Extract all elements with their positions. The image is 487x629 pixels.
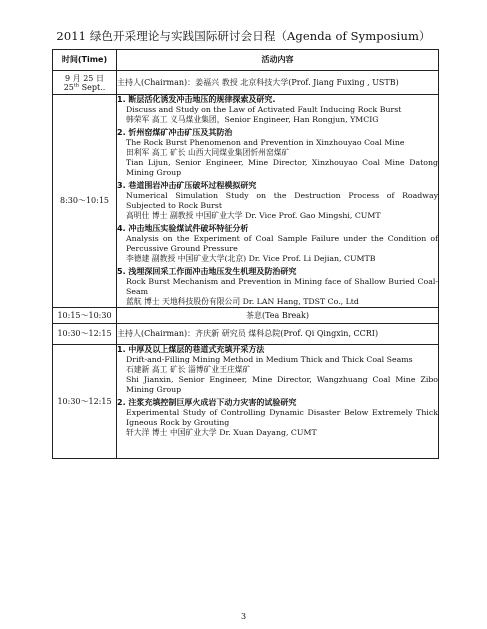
item-line: 李德建 副教授 中国矿业大学(北京) Dr. Vice Prof. Li Dejian, CUMTB bbox=[126, 254, 376, 263]
agenda-item bbox=[117, 128, 438, 178]
page-number: 3 bbox=[240, 612, 247, 621]
tea-break-cell: 茶息(Tea Break) bbox=[117, 308, 439, 324]
item-line: Rock Burst Mechanism and Prevention in Mining face of Shallow Buried Coal-Seam bbox=[126, 277, 438, 296]
item-line: Experimental Study of Controlling Dynamic Disaster Below Extremely Thick Igneous Rock by Grouting bbox=[126, 408, 438, 427]
page-title: 2011 绿色开采理论与实践国际研讨会日程（Agenda of Symposium） bbox=[56, 29, 431, 43]
agenda-item bbox=[117, 345, 438, 395]
time-cell: 10:15～10:30 bbox=[53, 308, 117, 324]
item-title: 2. 忻州窑煤矿冲击矿压及其防治 bbox=[117, 128, 233, 137]
item-line: 轩大洋 博士 中国矿业大学 Dr. Xuan Dayang, CUMT bbox=[126, 428, 317, 437]
item-title: 1. 中厚及以上煤层的巷道式充填开采方法 bbox=[117, 345, 265, 354]
item-line: Shi Jianxin, Senior Engineer, Mine Director, Wangzhuang Coal Mine Zibo Mining Group bbox=[126, 375, 438, 394]
table-row bbox=[53, 95, 439, 308]
date-line: 9 月 25 日 bbox=[65, 73, 104, 83]
session-cell bbox=[117, 345, 439, 459]
table-row bbox=[53, 345, 439, 459]
item-line: 蓝航 博士 天地科技股份有限公司 Dr. LAN Hang, TDST Co., Ltd bbox=[126, 297, 359, 306]
item-title: 2. 注浆充填控制巨厚火成岩下动力灾害的试验研究 bbox=[117, 398, 297, 407]
time-cell: 10:30～12:15 bbox=[53, 345, 117, 459]
table-row bbox=[53, 308, 439, 324]
item-line: Analysis on the Experiment of Coal Sample Failure under the Condition of Percussive Ground Pressure bbox=[126, 234, 438, 253]
item-line: 韩荣军 高工 义马煤业集团，Senior Engineer, Han Rongjun, YMCIG bbox=[126, 115, 379, 124]
item-title: 1. 断层活化诱发冲击地压的规律探索及研究. bbox=[117, 95, 276, 104]
item-line: The Rock Burst Phenomenon and Prevention in Xinzhouyao Coal Mine bbox=[126, 138, 405, 147]
item-line: 高明仕 博士 副教授 中国矿业大学 Dr. Vice Prof. Gao Mingshi, CUMT bbox=[126, 211, 381, 220]
item-title: 5. 浅埋深回采工作面冲击地压发生机理及防治研究 bbox=[117, 267, 297, 276]
agenda-item bbox=[117, 181, 438, 221]
item-line: 田利军 高工 矿长 山西大同煤业集团忻州窑煤矿 bbox=[126, 148, 290, 157]
item-line: Discuss and Study on the Law of Activated Fault Inducing Rock Burst bbox=[126, 105, 402, 114]
item-title: 4. 冲击地压实验煤试件破坏特征分析 bbox=[117, 224, 249, 233]
agenda-item bbox=[117, 398, 438, 438]
item-title: 3. 巷道围岩冲击矿压破坏过程模拟研究 bbox=[117, 181, 257, 190]
time-cell: 8:30～10:15 bbox=[53, 95, 117, 308]
date-english: 25th Sept.. bbox=[63, 81, 106, 92]
table-row bbox=[53, 324, 439, 345]
time-cell: 10:30～12:15 bbox=[53, 324, 117, 345]
item-line: Tian Lijun, Senior Engineer, Mine Director, Xinzhouyao Coal Mine Datong Mining Group bbox=[126, 158, 438, 177]
header-content: 活动内容 bbox=[117, 50, 439, 71]
time-cell bbox=[53, 71, 117, 95]
item-line: 石建新 高工 矿长 淄博矿业王庄煤矿 bbox=[126, 365, 251, 374]
agenda-item bbox=[117, 224, 438, 264]
chairman-cell: 主持人(Chairman)：姜福兴 教授 北京科技大学(Prof. Jiang Fuxing , USTB) bbox=[117, 71, 439, 95]
chairman-cell: 主持人(Chairman)：齐庆新 研究员 煤科总院(Prof. Qi Qingxin, CCRI) bbox=[117, 324, 439, 345]
item-line: Drift-and-Filling Mining Method in Medium Thick and Thick Coal Seams bbox=[126, 355, 413, 364]
agenda-item bbox=[117, 95, 438, 125]
agenda-table bbox=[52, 49, 439, 459]
session-cell bbox=[117, 95, 439, 308]
header-time: 时间(Time) bbox=[53, 50, 117, 71]
table-header-row bbox=[53, 50, 439, 71]
item-line: Numerical Simulation Study on the Destruction Process of Roadway Subjected to Rock Burst bbox=[126, 191, 438, 210]
agenda-item bbox=[117, 267, 438, 307]
table-row bbox=[53, 71, 439, 95]
